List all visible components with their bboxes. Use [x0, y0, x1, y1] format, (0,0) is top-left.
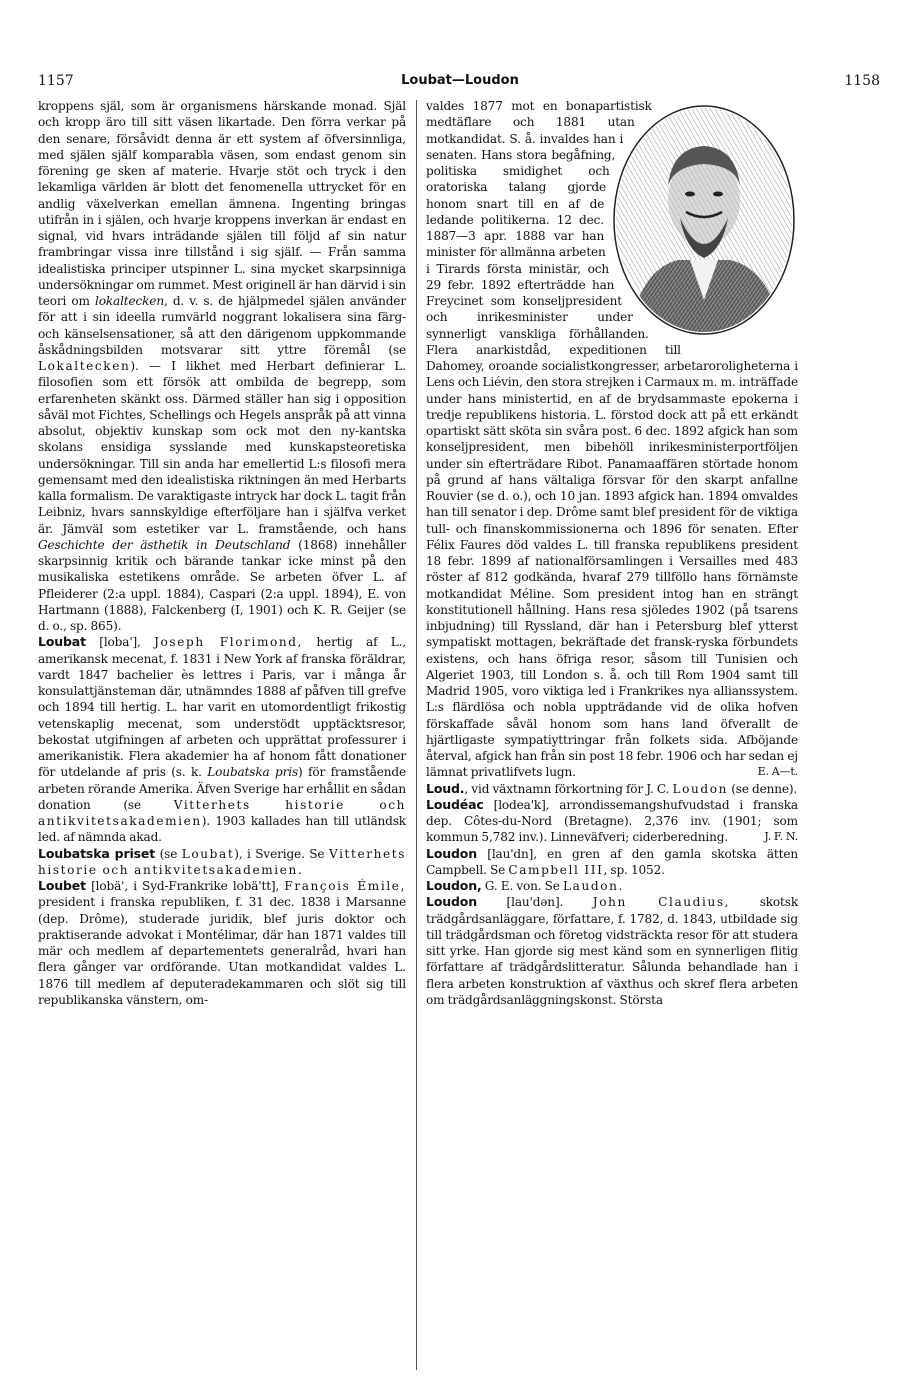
headword: Loudon	[426, 845, 477, 861]
portrait-oval-icon	[608, 100, 800, 340]
column-divider	[416, 100, 417, 1370]
author-signature: J. F. N.	[764, 830, 798, 844]
entry-loud: Loud., vid växtnamn förkortning för J. C. Loudon (se denne).	[426, 780, 798, 796]
page-number-left: 1157	[38, 73, 74, 89]
entry-loubat: Loubat [loba'], Joseph Florimond, hertig af L., amerikansk mecenat, f. 1831 i New York af franska föräldrar, vardt 1847 bachelier ès lettres i Paris, var i många år konsulattjänsteman där, utnämndes 1888 af påfven till grefve och 1894 till hertig. L. har varit en utomordentligt frikostig vetenskaplig mecenat, som understödt upptäcktsresor, bekostat utgifningen af arbeten och upprättat professurer i amerikanistik. Flera akademier ha af honom fått donationer för utdelande af pris (s. k. Loubatska pris) för framstående arbeten rörande Amerika. Äfven Sverige har erhållit en sådan donation (se Vitterhets historie och antikvitetsakademien). 1903 kallades han till utländsk led. af nämnda akad.	[38, 634, 407, 845]
portrait-engraving-icon	[608, 100, 800, 340]
entry-loudeac: Loudéac [lodea'k], arrondissemangshufvudstad i franska dep. Côtes-du-Nord (Bretagne). 2,376 inv. (1901; som kommun 5,782 inv.). Linneväfveri; ciderberedning. J. F. N.	[426, 796, 798, 845]
entry-loudon-ge: Loudon, G. E. von. Se Laudon.	[426, 878, 623, 893]
entry-loudon-john: Loudon [lau'dən]. John Claudius, skotsk trädgårdsanläggare, författare, f. 1782, d. 1843, utbildade sig till trädgårdsman och företog vidsträckta resor för att studera sitt yrke. Han gjorde sig mest känd som en synnerligen flitig författare af trädgårdslitteratur. Sålunda behandlade han i flera arbeten konstruktion af växthus och skref flera arbeten om trädgårdsanläggningskonst. Största	[426, 894, 798, 1007]
page-number-right: 1158	[844, 73, 880, 89]
entry-loudon-family: Loudon [lau'dn], en gren af den gamla skotska ätten Campbell. Se Campbell III, sp. 1052.	[426, 845, 798, 877]
lotze-continuation: kroppens själ, som är organismens härskande monad. Själ och kropp äro till sitt väsen likartade. Den förra verkar på den senare, försåvidt denna är ett system af öfversinnliga, med själen själf komparabla väsen, som endast genom sin förening ge sken af materie. Hvarje stöt och tryck i den lekamliga världen är blott det fenomenella uttrycket för en andlig växelverkan emellan ämnena. Ingenting bringas utifrån in i själen, och hvarje kroppens inverkan är endast en signal, vid hvars inträdande själen till följd af sin natur frambringar vissa inre tillstånd i sig själf. — Från samma idealistiska principer utspinner L. sina mycket skarpsinniga undersökningar om rummet. Mest originell är han därvid i sin teori om lokaltecken, d. v. s. de hjälpmedel själen använder för att i sin ideella rumvärld noggrant lokalisera sina färg- och känselsensationer, så att den därigenom uppkommande åskådningsbilden motsvarar sitt yttre föremål (se Lokaltecken). — I likhet med Herbart definierar L. filosofien som ett försök att ombilda de begrepp, som erfarenheten skänkt oss. Därmed ställer han sig i opposition såväl mot Fichtes, Schellings och Hegels anspråk på att vinna absolut, objektiv kunskap som ock mot den ny-kantska skolans ensidiga sysslande med kunskapsteoretiska undersökningar. Till sin anda har emellertid L:s filosofi mera gemensamt med den idealistiska riktningen än med Herbarts kalla formalism. De varaktigaste intryck har dock L. tagit från Leibniz, hvars sannskyldige efterföljare han i själfva verket är. Jämväl som estetiker var L. framstående, och hans Geschichte der ästhetik in Deutschland (1868) innehåller skarpsinnig kritik och bärande tankar icke minst på den musikaliska estetikens område. Se arbeten öfver L. af Pfleiderer (2:a uppl. 1884), Caspari (2:a uppl. 1894), E. von Hartmann (1888), Falckenberg (I, 1901) och K. R. Geijer (se d. o., sp. 865).	[38, 99, 406, 633]
headword: Loubet	[38, 878, 86, 893]
headword: Loudéac	[426, 796, 484, 812]
headword: Loudon,	[426, 878, 482, 893]
entry-loubatska-priset: Loubatska priset (se Loubat), i Sverige. Se Vitterhets historie och antikvitetsakademien.	[38, 845, 407, 877]
headword: Loubatska priset	[38, 845, 156, 861]
headword: Loud.	[426, 780, 465, 796]
author-signature: E. A—t.	[757, 765, 798, 779]
headword: Loudon	[426, 894, 477, 910]
headword: Loubat	[38, 634, 86, 650]
running-title: Loubat—Loudon	[401, 73, 519, 88]
entry-loubet: Loubet [lobä', i Syd-Frankrike lobä'tt], François Émile, president i franska republiken, f. 31 dec. 1838 i Marsanne (dep. Drôme), studerade juridik, blef juris doktor och praktiserande advokat i Montélimar, där han 1871 valdes till mär och medlem af departementets generalråd, hvari han flera gånger var ordförande. Utan motkandidat valdes L. 1876 till medlem af deputeradekammaren och slöt sig till republikanska vänstern, om-	[38, 878, 406, 1007]
left-column	[38, 98, 406, 1008]
loubet-continuation: valdes 1877 mot en bonapartistisk medtäflare och 1881 utan motkandidat. S. å. invaldes han i senaten. Hans stora begåfning, politiska smidighet och oratoriska talang gjorde honom snart till en af de ledande politikerna. 12 dec. 1887—3 apr. 1888 var han minister för allmänna arbeten i Tirards första ministär, och 29 febr. 1892 efterträdde han Freycinet som konseljpresident och inrikesminister under synnerligt vanskliga förhållanden. Flera anarkistdåd, expeditionen till Dahomey, oroande socialistkongresser, arbetaroroligheterna i Lens och Liévin, den stora strejken i Carmaux m. m. inträffade under hans ministertid, en af de brydsammaste epokerna i tredje republikens historia. L. förstod dock att på ett erkändt opartiskt sätt sköta sin svåra post. 6 dec. 1892 afgick han som konseljpresident, men bibehöll inrikesministerportföljen under sin efterträdare Ribot. Panamaaffären störtade honom på grund af hans vältaliga försvar för den skarpt anfallne Rouvier (se d. o.), och 10 jan. 1893 afgick han. 1894 omvaldes han till senator i dep. Drôme samt blef president för de viktiga tull- och finanskommissionerna och 1896 för senaten. Efter Félix Faures död valdes L. till franska republikens president 18 febr. 1899 af nationalförsamlingen i Versailles med 483 röster af 812 godkända, hvaraf 279 tillföllo hans förnämste motkandidat Méline. Som president intog han en strängt konstitutionell hållning. Hans resa sjöledes 1902 (på tsarens inbjudning) till Ryssland, där han i Petersburg blef ytterst sympatiskt mottagen, bekräftade det fransk-ryska förbundets existens, och hans öfriga resor, såsom till Tunisien och Algeriet 1903, till London s. å. och till Rom 1904 samt till Madrid 1905, voro viktiga led i Frankrikes nya allianssystem. L:s flärdlösa och nobla uppträdande vid de olika hofven förskaffade såväl honom som hans land öfverallt de hjärtligaste sympatiyttringar från folkets sida. Afböjande återval, afgick han från sin post 18 febr. 1906 och har sedan ej lämnat privatlifvets lugn. E. A—t.	[426, 99, 798, 780]
right-column	[426, 98, 798, 1008]
